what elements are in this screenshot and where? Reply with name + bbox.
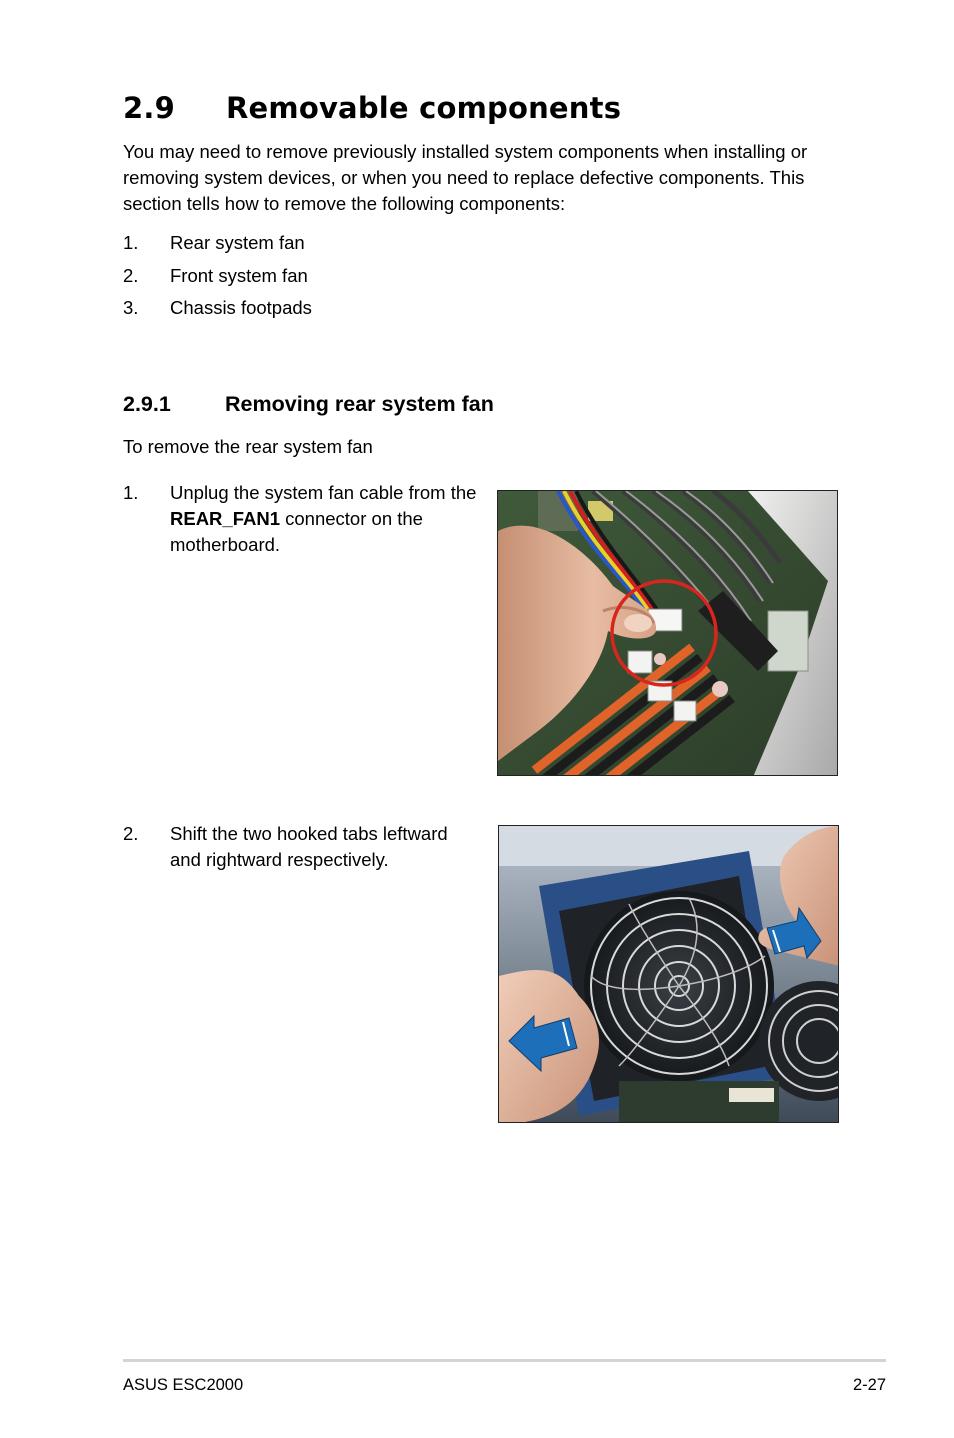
subsection-lead: To remove the rear system fan bbox=[123, 436, 373, 457]
page-number: 2-27 bbox=[852, 1376, 886, 1394]
footer-product-name: ASUS ESC2000 bbox=[123, 1376, 244, 1394]
intro-paragraph: You may need to remove previously installed system components when installing or removing system devices, or when you need to replace defective components. This section tells how to remove the following components: bbox=[123, 141, 808, 214]
photo-illustration bbox=[499, 826, 839, 1123]
list-item-text: Rear system fan bbox=[170, 232, 305, 253]
section-number: 2.9 bbox=[123, 91, 175, 125]
step-number: 2. bbox=[123, 823, 139, 844]
step-text: Shift the two hooked tabs leftward and rightward respectively. bbox=[170, 823, 448, 870]
subsection-heading bbox=[123, 390, 494, 418]
subsection-number: 2.9.1 bbox=[123, 392, 171, 416]
list-item-number: 2. bbox=[123, 265, 139, 286]
list-item-number: 1. bbox=[123, 232, 139, 253]
connector-name: REAR_FAN1 bbox=[170, 508, 280, 529]
subsection-title: Removing rear system fan bbox=[225, 392, 494, 416]
step-text-pre: Unplug the system fan cable from the bbox=[170, 482, 477, 503]
footer-rule bbox=[123, 1359, 886, 1362]
list-item-number: 3. bbox=[123, 297, 139, 318]
list-item-text: Chassis footpads bbox=[170, 297, 312, 318]
step-number: 1. bbox=[123, 482, 139, 503]
step-text-post: connector on the motherboard. bbox=[170, 508, 423, 555]
step-text bbox=[170, 480, 480, 558]
section-title: Removable components bbox=[226, 91, 622, 125]
list-item-text: Front system fan bbox=[170, 265, 308, 286]
photo-illustration bbox=[498, 491, 838, 776]
section-heading bbox=[123, 88, 621, 128]
photo-hooked-tabs bbox=[498, 825, 839, 1123]
photo-rear-fan-connector bbox=[497, 490, 838, 776]
